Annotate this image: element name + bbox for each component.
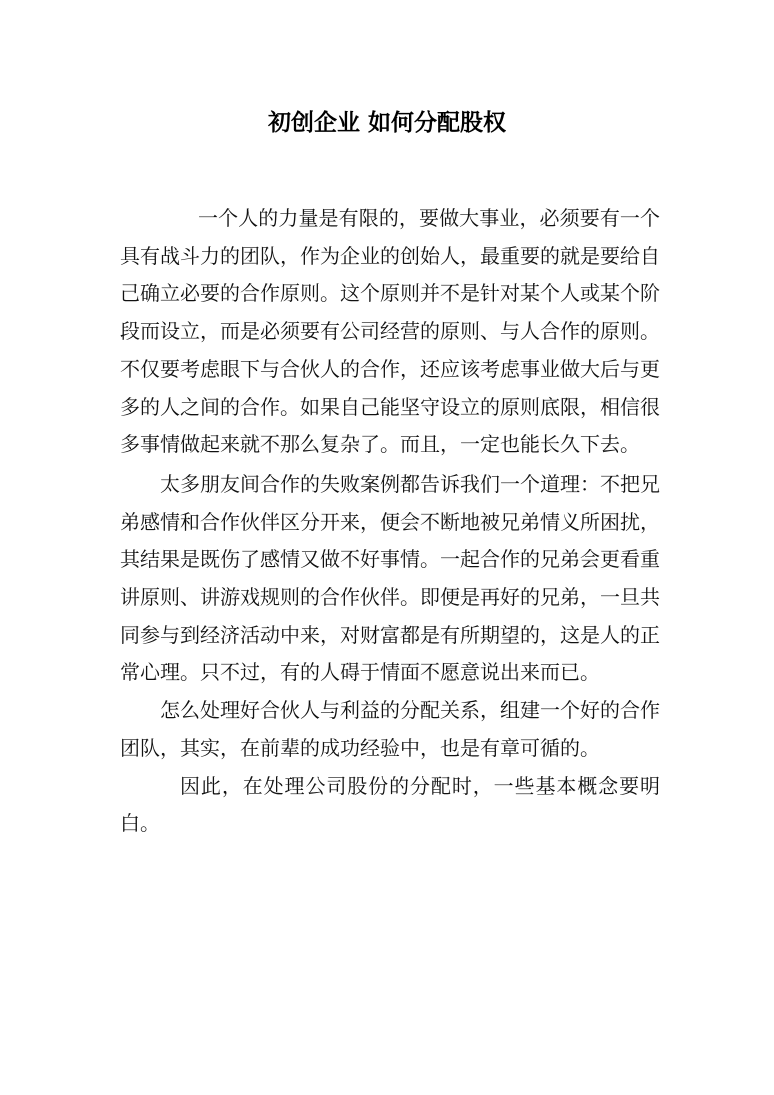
- paragraph-3: 怎么处理好合伙人与利益的分配关系，组建一个好的合作团队，其实，在前辈的成功经验中，也是有章可循的。: [120, 698, 660, 760]
- paragraph-1: 一个人的力量是有限的，要做大事业，必须要有一个具有战斗力的团队，作为企业的创始人，最重要的就是要给自己确立必要的合作原则。这个原则并不是针对某个人或某个阶段而设立，而是必须要有公司经营的原则、与人合作的原则。不仅要考虑眼下与合伙人的合作，还应该考虑事业做大后与更多的人之间的合作。如果自己能坚守设立的原则底限，相信很多事情做起来就不那么复杂了。而且，一定也能长久下去。: [120, 206, 660, 457]
- paragraph-2: 太多朋友间合作的失败案例都告诉我们一个道理：不把兄弟感情和合作伙伴区分开来，便会不断地被兄弟情义所困扰，其结果是既伤了感情又做不好事情。一起合作的兄弟会更看重讲原则、讲游戏规则的合作伙伴。即便是再好的兄弟，一旦共同参与到经济活动中来，对财富都是有所期望的，这是人的正常心理。只不过，有的人碍于情面不愿意说出来而已。: [120, 471, 660, 685]
- paragraph-4: 因此，在处理公司股份的分配时，一些基本概念要明白。: [120, 773, 660, 836]
- document-title: 初创企业 如何分配股权: [267, 110, 506, 136]
- document-body: [120, 200, 660, 843]
